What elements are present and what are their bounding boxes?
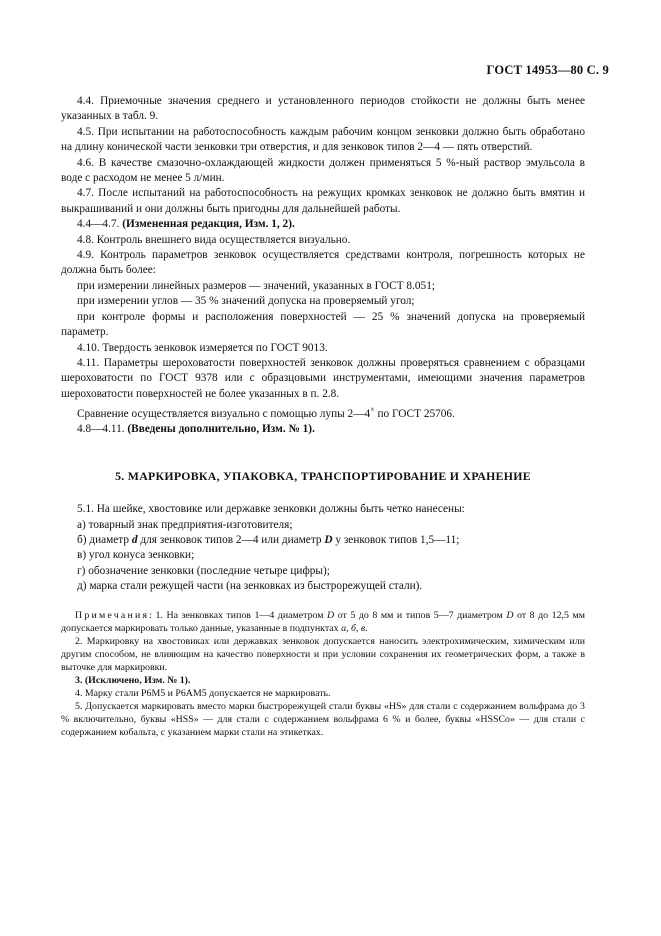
note-text: .: [365, 622, 368, 634]
note-2: 2. Маркировку на хвостовиках или державках зенковок допускается наносить электрохимическим, химическим или другим способом, не влияющим на качество поверхности и при условии сохранения их геометрических форм, а также в выточке для маркировки.: [61, 635, 585, 673]
clause-4-6: 4.6. В качестве смазочно-охлаждающей жидкости должен применяться 5 %-ный раствор эмульсола в воде с расходом не менее 5 л/мин.: [61, 156, 585, 185]
comparison-text: Сравнение осуществляется визуально с помощью лупы 2—4: [77, 407, 371, 420]
note-text: : 1. На зенковках типов 1—4 диаметром: [149, 609, 328, 621]
edition-note-text: (Измененная редакция, Изм. 1, 2).: [122, 218, 295, 231]
note-5: 5. Допускается маркировать вместо марки быстрорежущей стали буквы «HS» для стали с содержанием вольфрама до 3 % включительно, буквы «HSS» — для стали с содержанием вольфрама 6 % и более, буквы «HSSCo» — для стали с содержанием кобальта, с указанием марки стали на этикетках.: [61, 701, 585, 739]
marking-item-a: а) товарный знак предприятия-изготовителя;: [77, 518, 293, 531]
document-body: [61, 94, 585, 739]
clause-4-8: 4.8. Контроль внешнего вида осуществляется визуально.: [77, 233, 351, 246]
marking-item-b-text: б) диаметр: [77, 533, 132, 546]
symbol-D: D: [324, 533, 333, 546]
symbol-d: d: [131, 533, 138, 546]
clause-4-9: 4.9. Контроль параметров зенковок осуществляется средствами контроля, погрешность которых не должна быть более:: [61, 249, 585, 277]
clause-4-10: 4.10. Твердость зенковок измеряется по ГОСТ 9013.: [77, 341, 328, 354]
section-5-heading: 5. МАРКИРОВКА, УПАКОВКА, ТРАНСПОРТИРОВАНИЕ И ХРАНЕНИЕ: [115, 468, 531, 483]
note-3: 3. (Исключено, Изм. № 1).: [75, 675, 191, 687]
page-header: ГОСТ 14953—80 С. 9: [486, 63, 609, 77]
marking-item-b-text: у зенковок типов 1,5—11;: [332, 533, 460, 546]
note-text: от 5 до 8 мм и типов 5—7 диаметром: [334, 609, 507, 621]
marking-item-b-text: для зенковок типов 2—4 или диаметр: [137, 533, 325, 546]
edition-note-4-4-4-7: [61, 217, 585, 232]
magnification-sup: ×: [370, 405, 375, 415]
marking-item-d: д) марка стали режущей части (на зенковках из быстрорежущей стали).: [77, 580, 423, 593]
clause-4-9-form: при контроле формы и расположения поверхностей — 25 % значений допуска на проверяемый параметр.: [61, 310, 585, 339]
marking-item-g: г) обозначение зенковки (последние четыре цифры);: [77, 564, 330, 577]
clause-4-4: 4.4. Приемочные значения среднего и установленного периодов стойкости не должны быть менее указанных в табл. 9.: [61, 95, 585, 123]
subitems-list: а, б, в: [341, 622, 366, 634]
comparison-standard: по ГОСТ 25706.: [374, 407, 455, 420]
marking-item-b: [61, 533, 585, 548]
symbol-D: D: [327, 609, 335, 621]
clause-4-7: 4.7. После испытаний на работоспособность на режущих кромках зенковок не должно быть вмятин и выкрашиваний и они должны быть пригодны для дальнейшей работы.: [61, 187, 585, 215]
clause-4-9-linear: при измерении линейных размеров — значений, указанных в ГОСТ 8.051;: [77, 279, 435, 292]
note-1: [61, 609, 585, 635]
symbol-D: D: [506, 609, 514, 621]
edition-note-prefix: 4.8—4.11.: [77, 423, 128, 436]
edition-note-text: (Введены дополнительно, Изм. № 1).: [127, 423, 315, 436]
clause-5-1: 5.1. На шейке, хвостовике или державке зенковки должны быть четко нанесены:: [77, 503, 465, 516]
clause-4-9-angles: при измерении углов — 35 % значений допуска на проверяемый угол;: [77, 295, 415, 308]
note-text: от 8 до 12,5 мм допускается маркировать только данные, указанные в подпунктах: [61, 609, 585, 634]
clause-4-5: 4.5. При испытании на работоспособность каждым рабочим концом зенковки должно быть обработано на длину конической части зенковки три отверстия, и для зенковок типов 2—4 — пять отверстий.: [61, 125, 585, 154]
notes-label: Примечания: [75, 609, 150, 621]
clause-4-11: 4.11. Параметры шероховатости поверхностей зенковок должны проверяться сравнением с образцами шероховатости по ГОСТ 9378 или с образцовыми инструментами, имеющими значения параметров шероховатости поверхностей не более указанных в п. 2.8.: [61, 356, 585, 400]
clause-4-11-comparison: [61, 402, 585, 422]
edition-note-4-8-4-11: [61, 422, 585, 437]
marking-item-v: в) угол конуса зенковки;: [77, 549, 195, 562]
note-4: 4. Марку стали Р6М5 и Р6АМ5 допускается не маркировать.: [75, 688, 331, 700]
notes-block: [61, 609, 585, 740]
edition-note-prefix: 4.4—4.7.: [77, 218, 123, 231]
